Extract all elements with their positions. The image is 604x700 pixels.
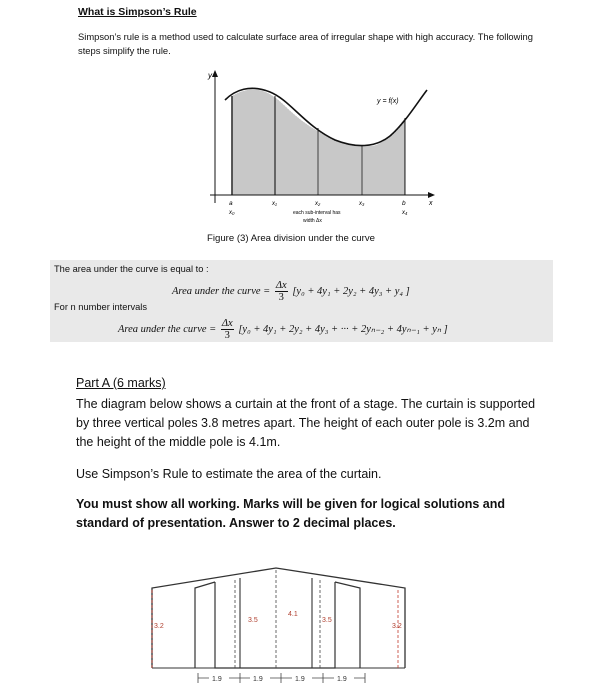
- intro-paragraph: Simpson’s rule is a method used to calculate surface area of irregular shape with high accuracy. The following steps simplify the rule.: [78, 31, 533, 56]
- simpsons-rule-figure: [195, 68, 445, 230]
- curtain-outline: [152, 568, 405, 668]
- simpson-formula-4-intervals: [172, 280, 410, 303]
- subinterval-note-1: each sub-interval has: [293, 210, 341, 216]
- x0-label: x₀: [229, 210, 235, 216]
- curtain-diagram: [140, 560, 420, 690]
- y-axis-label: y: [208, 71, 212, 80]
- part-a-title: Part A (6 marks): [76, 376, 166, 390]
- outer-right-height: 3.2: [392, 623, 402, 630]
- y-axis-arrow: [212, 70, 218, 77]
- formula-rhs-2: [y₀ + 4y₁ + 2y₂ + 4y₃ + ··· + 2yₙ₋₂ + 4yₙ₋₁ + yₙ ]: [238, 323, 448, 335]
- a-label: a: [229, 200, 233, 207]
- part-a-marking-note: You must show all working. Marks will be given for logical solutions and standard of presentation. Answer to 2 decimal places.: [76, 497, 505, 530]
- figure-caption: Figure (3) Area division under the curve: [207, 233, 375, 244]
- middle-height: 4.1: [288, 611, 298, 618]
- x3-label: x₃: [359, 201, 365, 207]
- x-axis-arrow: [428, 192, 435, 198]
- inner-right-height: 3.5: [322, 617, 332, 624]
- simpson-formula-n-intervals: [118, 318, 448, 341]
- width-3: 1.9: [295, 676, 305, 683]
- left-inner-curtain: [195, 582, 215, 668]
- width-4: 1.9: [337, 676, 347, 683]
- formula-lhs: Area under the curve =: [172, 285, 271, 297]
- part-a-description: The diagram below shows a curtain at the front of a stage. The curtain is supported by three vertical poles 3.8 metres apart. The height of each outer pole is 3.2m and the height of the middle pole is 4.1m.: [76, 397, 536, 449]
- x-axis-label: x: [429, 200, 433, 207]
- width-1: 1.9: [212, 676, 222, 683]
- x4-label: x₄: [402, 210, 408, 216]
- x2-label: x₂: [315, 201, 321, 207]
- curve-label: y = f(x): [377, 98, 399, 105]
- middle-pole-frame: [215, 582, 335, 668]
- subinterval-note-2: width Δx: [303, 218, 322, 224]
- right-inner-curtain: [335, 582, 360, 668]
- n-intervals-label: For n number intervals: [54, 302, 148, 312]
- dx-over-3-2: $\frac{\Delta x}{3}$: [221, 318, 233, 341]
- b-label: b: [402, 200, 406, 207]
- section-heading: What is Simpson’s Rule: [78, 6, 197, 18]
- outer-left-height: 3.2: [154, 623, 164, 630]
- part-a-instruction: Use Simpson’s Rule to estimate the area of the curtain.: [76, 467, 382, 481]
- dx-over-3: $\frac{\Delta x}{3}$: [275, 280, 287, 303]
- inner-left-height: 3.5: [248, 617, 258, 624]
- equal-to-label: The area under the curve is equal to :: [54, 264, 209, 274]
- formula-rhs-1: [y₀ + 4y₁ + 2y₂ + 4y₃ + y₄ ]: [292, 285, 410, 297]
- x1-label: x₁: [272, 201, 277, 207]
- width-2: 1.9: [253, 676, 263, 683]
- formula-lhs-2: Area under the curve =: [118, 323, 217, 335]
